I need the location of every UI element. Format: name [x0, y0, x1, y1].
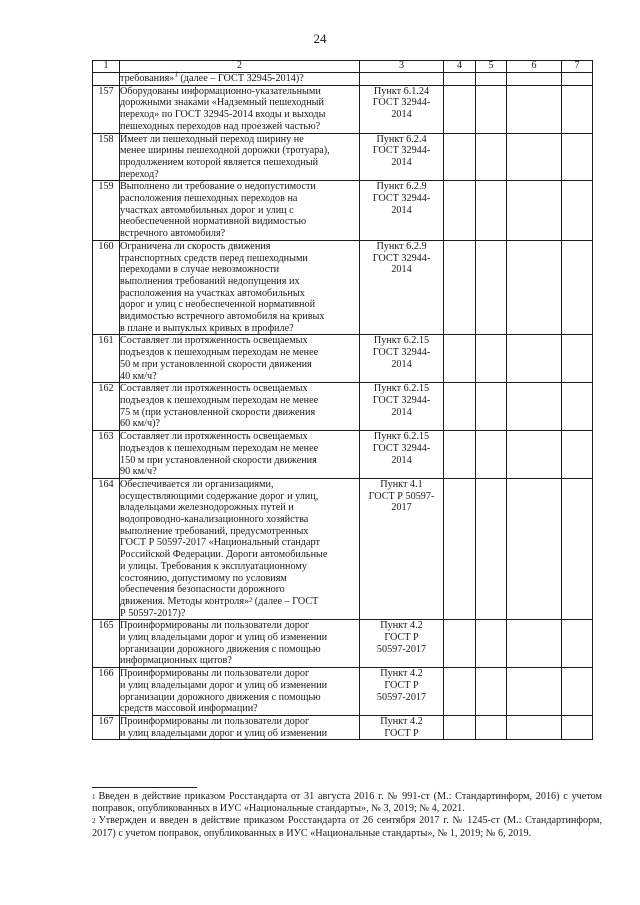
- question-line: выполнения требований недопущения их: [120, 275, 300, 287]
- reference-line: ГОСТ 32944-: [372, 193, 431, 205]
- table-row: [93, 668, 593, 716]
- question-cell: [120, 181, 360, 241]
- empty-cell: [476, 383, 507, 431]
- empty-cell: [562, 431, 593, 479]
- empty-cell: [476, 668, 507, 716]
- question-line: движения. Методы контроля»² (далее – ГОСТ: [120, 595, 319, 607]
- reference-line: 2014: [391, 454, 412, 466]
- reference-line: 50597-2017: [376, 691, 427, 703]
- empty-cell: [507, 181, 562, 241]
- reference-cell: [360, 85, 444, 133]
- question-cell: [120, 383, 360, 431]
- question-line: дорог и улиц с необеспеченной нормативной: [120, 299, 316, 311]
- empty-cell: [444, 181, 476, 241]
- table-row: [93, 715, 593, 739]
- empty-cell: [476, 181, 507, 241]
- footnote-ref: 1: [174, 70, 178, 79]
- question-line: дорожными знаками «Надземный пешеходный: [120, 97, 324, 109]
- question-line: необеспеченной нормативной видимостью: [120, 216, 307, 228]
- question-line: Проинформированы ли пользователи дорог: [120, 620, 310, 632]
- row-number-cell: 162: [93, 383, 120, 431]
- empty-cell: [444, 133, 476, 181]
- question-line: ГОСТ Р 50597-2017 «Национальный стандарт: [120, 537, 320, 549]
- reference-line: 2017: [391, 502, 412, 514]
- empty-cell: [507, 620, 562, 668]
- reference-cell: [360, 335, 444, 383]
- question-cell: [120, 715, 360, 739]
- reference-cell: [360, 478, 444, 619]
- reference-cell: [360, 715, 444, 739]
- column-header: 7: [562, 61, 593, 73]
- empty-cell: [562, 478, 593, 619]
- question-line: Составляет ли протяженность освещаемых: [120, 431, 308, 443]
- footnote-divider: [92, 787, 197, 788]
- empty-cell: [507, 668, 562, 716]
- reference-line: Пункт 4.2: [380, 620, 423, 632]
- column-header: 4: [444, 61, 476, 73]
- reference-cell: [360, 73, 444, 86]
- empty-cell: [562, 383, 593, 431]
- reference-line: Пункт 6.2.9: [376, 181, 427, 193]
- reference-line: 50597-2017: [376, 643, 427, 655]
- reference-cell: [360, 383, 444, 431]
- table-header: [93, 61, 593, 73]
- empty-cell: [444, 668, 476, 716]
- empty-cell: [507, 715, 562, 739]
- question-line: Оборудованы информационно-указательными: [120, 85, 321, 97]
- column-header: 6: [507, 61, 562, 73]
- question-line: подъездов к пешеходным переходам не менее: [120, 394, 319, 406]
- reference-line: 2014: [391, 358, 412, 370]
- empty-cell: [507, 478, 562, 619]
- empty-cell: [476, 715, 507, 739]
- question-line: Обеспечивается ли организациями,: [120, 478, 274, 490]
- footnotes: [92, 791, 602, 840]
- empty-cell: [507, 85, 562, 133]
- question-line: средств массовой информации?: [120, 703, 258, 715]
- question-line: Ограничена ли скорость движения: [120, 240, 271, 252]
- empty-cell: [444, 240, 476, 335]
- question-line: Проинформированы ли пользователи дорог: [120, 668, 310, 680]
- row-number-cell: 160: [93, 240, 120, 335]
- reference-line: Пункт 6.2.4: [376, 133, 427, 145]
- question-cell: [120, 335, 360, 383]
- question-line: и улиц владельцами дорог и улиц об изменении: [120, 632, 328, 644]
- table-row: [93, 431, 593, 479]
- question-line: и улиц владельцами дорог и улиц об изменении: [120, 727, 328, 739]
- reference-line: ГОСТ 32944-: [372, 442, 431, 454]
- reference-line: ГОСТ 32944-: [372, 97, 431, 109]
- reference-line: Пункт 6.2.15: [373, 335, 430, 347]
- row-number-cell: 161: [93, 335, 120, 383]
- reference-line: ГОСТ 32944-: [372, 145, 431, 157]
- row-number-cell: 167: [93, 715, 120, 739]
- table-row: [93, 383, 593, 431]
- question-cell: [120, 478, 360, 619]
- question-line: переход?: [120, 168, 159, 180]
- reference-line: Пункт 4.2: [380, 715, 423, 727]
- table-row: [93, 85, 593, 133]
- empty-cell: [562, 335, 593, 383]
- table-row: [93, 478, 593, 619]
- question-line: видимостью встречного автомобиля на кривых: [120, 311, 325, 323]
- question-line: Составляет ли протяженность освещаемых: [120, 383, 308, 395]
- empty-cell: [507, 383, 562, 431]
- question-line: осуществляющими содержание дорог и улиц,: [120, 490, 319, 502]
- question-line: 150 м при установленной скорости движения: [120, 454, 317, 466]
- empty-cell: [444, 715, 476, 739]
- reference-line: ГОСТ 32944-: [372, 252, 431, 264]
- reference-cell: [360, 133, 444, 181]
- question-line: продолжением которой является пешеходный: [120, 156, 319, 168]
- question-line: и улицы. Требования к эксплуатационному: [120, 560, 307, 572]
- empty-cell: [562, 85, 593, 133]
- reference-cell: [360, 240, 444, 335]
- reference-line: 2014: [391, 204, 412, 216]
- empty-cell: [476, 431, 507, 479]
- question-line: 50 м при установленной скорости движения: [120, 358, 312, 370]
- reference-line: ГОСТ 32944-: [372, 394, 431, 406]
- row-number-cell: 163: [93, 431, 120, 479]
- question-line: участках автомобильных дорог и улиц с: [120, 204, 294, 216]
- question-line: подъездов к пешеходным переходам не менее: [120, 442, 319, 454]
- question-line: менее ширины пешеходной дорожки (тротуара),: [120, 145, 330, 157]
- empty-cell: [444, 85, 476, 133]
- table-row: [93, 335, 593, 383]
- row-number-cell: 166: [93, 668, 120, 716]
- column-header: 1: [93, 61, 120, 73]
- question-line: состоянию, допустимому по условиям: [120, 572, 287, 584]
- empty-cell: [444, 431, 476, 479]
- question-line: Проинформированы ли пользователи дорог: [120, 715, 310, 727]
- reference-line: Пункт 4.1: [380, 478, 423, 490]
- empty-cell: [562, 668, 593, 716]
- continuation-row: [93, 73, 593, 86]
- question-line: Р 50597-2017)?: [120, 607, 186, 619]
- question-cell: [120, 668, 360, 716]
- empty-cell: [562, 73, 593, 86]
- question-cell: [120, 620, 360, 668]
- column-header: 3: [360, 61, 444, 73]
- question-cell: [120, 431, 360, 479]
- empty-cell: [562, 240, 593, 335]
- empty-cell: [562, 181, 593, 241]
- footnote-mark: 2: [92, 817, 96, 826]
- question-line: транспортных средств перед пешеходными: [120, 252, 308, 264]
- reference-line: Пункт 4.2: [380, 668, 423, 680]
- empty-cell: [476, 620, 507, 668]
- reference-line: Пункт 6.1.24: [373, 85, 430, 97]
- question-line: расположения пешеходных переходов на: [120, 193, 298, 205]
- reference-line: 2014: [391, 406, 412, 418]
- empty-cell: [476, 85, 507, 133]
- question-line: 60 км/ч)?: [120, 418, 160, 430]
- reference-line: Пункт 6.2.15: [373, 383, 430, 395]
- row-number-cell: 164: [93, 478, 120, 619]
- question-line: водопроводно-канализационного хозяйства: [120, 514, 309, 526]
- empty-cell: [562, 133, 593, 181]
- question-line: 75 м (при установленной скорости движения: [120, 406, 316, 418]
- reference-line: ГОСТ Р: [384, 679, 419, 691]
- column-header: 2: [120, 61, 360, 73]
- reference-line: ГОСТ Р 50597-: [368, 490, 435, 502]
- empty-cell: [562, 620, 593, 668]
- reference-line: 2014: [391, 156, 412, 168]
- empty-cell: [507, 431, 562, 479]
- column-header: 5: [476, 61, 507, 73]
- footnote-mark: 1: [92, 793, 96, 801]
- empty-cell: [476, 478, 507, 619]
- empty-cell: [444, 335, 476, 383]
- continuation-text: требования»$^1$ (далее – ГОСТ 32945-2014)?: [120, 70, 304, 84]
- footnote-text: Введен в действие приказом Росстандарта от 31 августа 2016 г. № 991-ст (М.: Стандартинформ, 2016) с учетом поправок, опубликованных в ИУС «Национальные стандарты», № 3, 2019; № 4, 2021.: [92, 791, 602, 815]
- empty-cell: [476, 133, 507, 181]
- footnote: [92, 815, 602, 839]
- reference-line: Пункт 6.2.15: [373, 431, 430, 443]
- question-line: информационных щитов?: [120, 655, 232, 667]
- question-cell: [120, 133, 360, 181]
- question-line: переход» по ГОСТ 32945-2014 входы и выходы: [120, 109, 326, 121]
- empty-cell: [476, 240, 507, 335]
- empty-cell: [562, 715, 593, 739]
- question-line: встречного автомобиля?: [120, 228, 226, 240]
- reference-line: Пункт 6.2.9: [376, 240, 427, 252]
- row-number-cell: 158: [93, 133, 120, 181]
- empty-cell: [444, 383, 476, 431]
- reference-cell: [360, 431, 444, 479]
- question-line: 90 км/ч?: [120, 466, 157, 478]
- reference-cell: [360, 181, 444, 241]
- question-cell: [120, 85, 360, 133]
- row-number-cell: 157: [93, 85, 120, 133]
- question-line: организации дорожного движения с помощью: [120, 691, 321, 703]
- question-line: выполнение требований, предусмотренных: [120, 525, 309, 537]
- table-row: [93, 181, 593, 241]
- empty-cell: [507, 335, 562, 383]
- table-row: [93, 620, 593, 668]
- reference-line: 2014: [391, 109, 412, 121]
- question-line: и улиц владельцами дорог и улиц об изменении: [120, 679, 328, 691]
- empty-cell: [507, 133, 562, 181]
- footnote-text: Утвержден и введен в действие приказом Росстандарта от 26 сентября 2017 г. № 1245-ст (М.: Стандартинформ, 2017) с учетом поправок, опубликованных в ИУС «Национальные стандарты», № 1, 2019; № 6, 2019.: [92, 815, 602, 839]
- question-line: Выполнено ли требование о недопустимости: [120, 181, 316, 193]
- reference-line: ГОСТ 32944-: [372, 347, 431, 359]
- empty-cell: [444, 73, 476, 86]
- question-line: в плане и выпуклых кривых в профиле?: [120, 322, 294, 334]
- reference-line: ГОСТ Р: [384, 727, 419, 739]
- empty-cell: [444, 620, 476, 668]
- page-number: 24: [313, 31, 327, 46]
- question-line: обеспечения безопасности дорожного: [120, 584, 285, 596]
- reference-cell: [360, 668, 444, 716]
- empty-cell: [507, 73, 562, 86]
- empty-cell: [476, 73, 507, 86]
- question-line: подъездов к пешеходным переходам не менее: [120, 347, 319, 359]
- row-number-cell: 159: [93, 181, 120, 241]
- empty-cell: [507, 240, 562, 335]
- question-cell: [120, 240, 360, 335]
- row-number-cell: 165: [93, 620, 120, 668]
- empty-cell: [444, 478, 476, 619]
- reference-cell: [360, 620, 444, 668]
- table-row: [93, 133, 593, 181]
- reference-line: 2014: [391, 264, 412, 276]
- checklist-table: [92, 60, 593, 740]
- question-line: пешеходных переходов над проезжей частью?: [120, 120, 321, 132]
- row-number-cell: [93, 73, 120, 86]
- reference-line: ГОСТ Р: [384, 632, 419, 644]
- question-cell: [120, 70, 360, 86]
- question-line: Российской Федерации. Дороги автомобильные: [120, 549, 328, 561]
- question-line: владельцами железнодорожных путей и: [120, 502, 294, 514]
- question-line: Имеет ли пешеходный переход ширину не: [120, 133, 304, 145]
- question-line: переходами в случае невозможности: [120, 264, 280, 276]
- question-line: расположения на участках автомобильных: [120, 287, 305, 299]
- footnote: [92, 791, 602, 815]
- empty-cell: [476, 335, 507, 383]
- table-row: [93, 240, 593, 335]
- question-line: организации дорожного движения с помощью: [120, 643, 321, 655]
- question-line: 40 км/ч?: [120, 370, 157, 382]
- question-line: Составляет ли протяженность освещаемых: [120, 335, 308, 347]
